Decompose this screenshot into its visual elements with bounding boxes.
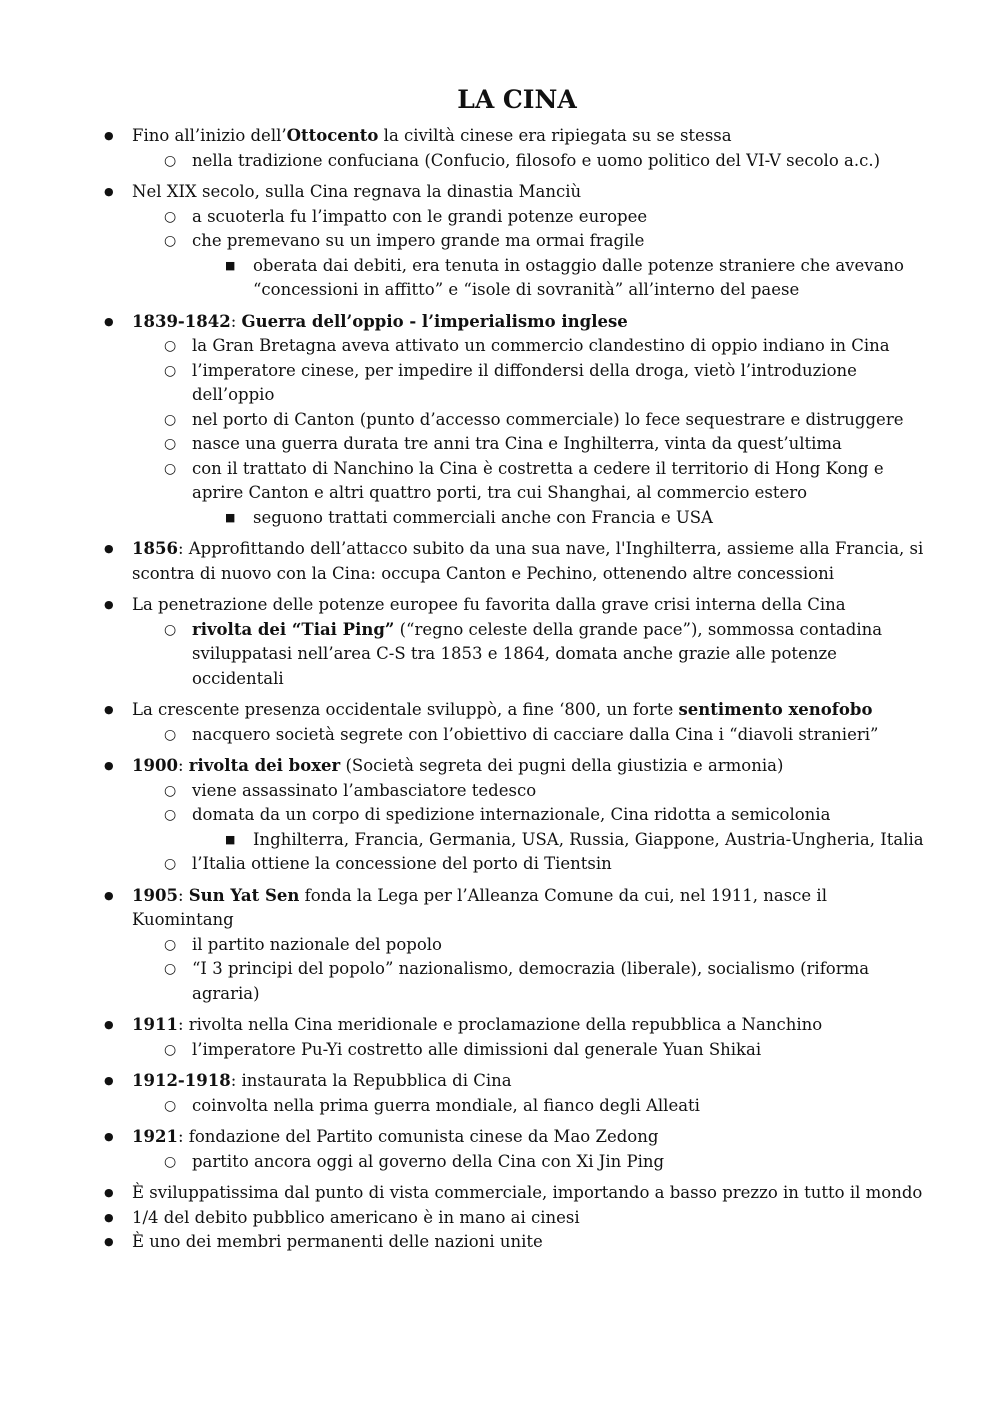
sublist	[192, 254, 930, 303]
sublist	[132, 1094, 930, 1119]
sub-item: ○ coinvolta nella prima guerra mondiale, al fianco degli Alleati	[164, 1094, 930, 1119]
sublist	[132, 618, 930, 692]
sublist	[132, 334, 930, 530]
sub-sub-item: ■ oberata dai debiti, era tenuta in ostaggio dalle potenze straniere che avevano “concessioni in affitto” e “isole di sovranità” all’interno del paese	[225, 254, 930, 303]
sublist	[192, 828, 930, 853]
sub-item: ○ rivolta dei “Tiai Ping” (“regno celeste della grande pace”), sommossa contadina sviluppatasi nell’area C-S tra 1853 e 1864, domata anche grazie alle potenze occidentali	[164, 618, 930, 692]
list-item-crisi-interna: ● La penetrazione delle potenze europee fu favorita dalla grave crisi interna della Cina ○ rivolta dei “Tiai Ping” (“regno celeste della grande pace”), sommossa contadina sviluppatasi nell’area C-S tra 1853 e 1864, domata anche grazie alle potenze occidentali	[104, 593, 930, 691]
sub-item: ○ “I 3 principi del popolo” nazionalismo, democrazia (liberale), socialismo (riforma agraria)	[164, 957, 930, 1006]
sub-item: ○ a scuoterla fu l’impatto con le grandi potenze europee	[164, 205, 930, 230]
sublist	[132, 723, 930, 748]
sub-item: ○ l’imperatore Pu-Yi costretto alle dimissioni dal generale Yuan Shikai	[164, 1038, 930, 1063]
sub-item: ○ l’Italia ottiene la concessione del porto di Tientsin	[164, 852, 930, 877]
list-item-sun-yat-sen: ● 1905: Sun Yat Sen fonda la Lega per l’Alleanza Comune da cui, nel 1911, nasce il Kuomintang ○ il partito nazionale del popolo ○ “I 3 principi del popolo” nazionalismo, democrazia (liberale), socialismo (riforma agraria)	[104, 884, 930, 1007]
sub-item: ○ viene assassinato l’ambasciatore tedesco	[164, 779, 930, 804]
sub-item: ○ l’imperatore cinese, per impedire il diffondersi della droga, vietò l’introduzione dell’oppio	[164, 359, 930, 408]
sub-item: ○ nel porto di Canton (punto d’accesso commerciale) lo fece sequestrare e distruggere	[164, 408, 930, 433]
list-item-guerra-oppio: ● 1839-1842: Guerra dell’oppio - l’imperialismo inglese ○ la Gran Bretagna aveva attivato un commercio clandestino di oppio indiano in Cina ○ l’imperatore cinese, per impedire il diffondersi della droga, vietò l’introduzione dell’oppio ○ nel porto di Canton (punto d’accesso commerciale) lo fece sequestrare e distruggere ○ nasce una guerra durata tre anni tra Cina e Inghilterra, vinta da quest’ultima ○ con il trattato di Nanchino la Cina è costretta a cedere il territorio di Hong Kong e aprire Canton e altri quattro porti, tra cui Shanghai, al commercio estero ■ seguono trattati commerciali anche con Francia e USA	[104, 310, 930, 531]
list-item-1912-1918: ● 1912-1918: instaurata la Repubblica di Cina ○ coinvolta nella prima guerra mondiale, al fianco degli Alleati	[104, 1069, 930, 1118]
notes-list	[104, 124, 930, 1255]
sublist	[132, 1150, 930, 1175]
sub-sub-item: ■ seguono trattati commerciali anche con Francia e USA	[225, 506, 930, 531]
sublist	[132, 933, 930, 1007]
list-item-debito: ● 1/4 del debito pubblico americano è in mano ai cinesi	[104, 1206, 930, 1231]
sub-item: ○ nella tradizione confuciana (Confucio, filosofo e uomo politico del VI-V secolo a.c.)	[164, 149, 930, 174]
sub-item: ○ nacquero società segrete con l’obiettivo di cacciare dalla Cina i “diavoli stranieri”	[164, 723, 930, 748]
list-item-1911: ● 1911: rivolta nella Cina meridionale e proclamazione della repubblica a Nanchino ○ l’imperatore Pu-Yi costretto alle dimissioni dal generale Yuan Shikai	[104, 1013, 930, 1062]
list-item-1856: ● 1856: Approfittando dell’attacco subito da una sua nave, l'Inghilterra, assieme alla Francia, si scontra di nuovo con la Cina: occupa Canton e Pechino, ottenendo altre concessioni	[104, 537, 930, 586]
sublist	[132, 1038, 930, 1063]
sublist	[132, 779, 930, 877]
list-item-ottocento: ● Fino all’inizio dell’Ottocento la civiltà cinese era ripiegata su se stessa ○ nella tradizione confuciana (Confucio, filosofo e uomo politico del VI-V secolo a.c.)	[104, 124, 930, 173]
list-item-commercio: ● È sviluppatissima dal punto di vista commerciale, importando a basso prezzo in tutto il mondo	[104, 1181, 930, 1206]
sub-item: ○ il partito nazionale del popolo	[164, 933, 930, 958]
sublist	[192, 506, 930, 531]
sub-item: ○ partito ancora oggi al governo della Cina con Xi Jin Ping	[164, 1150, 930, 1175]
list-item-xenofobia: ● La crescente presenza occidentale sviluppò, a fine ‘800, un forte sentimento xenofobo ○ nacquero società segrete con l’obiettivo di cacciare dalla Cina i “diavoli stranieri”	[104, 698, 930, 747]
sublist	[132, 205, 930, 303]
sub-item: ○ domata da un corpo di spedizione internazionale, Cina ridotta a semicolonia ■ Inghilterra, Francia, Germania, USA, Russia, Giappone, Austria-Ungheria, Italia	[164, 803, 930, 852]
list-item-boxer: ● 1900: rivolta dei boxer (Società segreta dei pugni della giustizia e armonia) ○ viene assassinato l’ambasciatore tedesco ○ domata da un corpo di spedizione internazionale, Cina ridotta a semicolonia ■ Inghilterra, Francia, Germania, USA, Russia, Giappone, Austria-Ungheria, Italia ○ l’Italia ottiene la concessione del porto di Tientsin	[104, 754, 930, 877]
sub-item: ○ che premevano su un impero grande ma ormai fragile ■ oberata dai debiti, era tenuta in ostaggio dalle potenze straniere che avevano “concessioni in affitto” e “isole di sovranità” all’interno del paese	[164, 229, 930, 303]
list-item-nazioni-unite: ● È uno dei membri permanenti delle nazioni unite	[104, 1230, 930, 1255]
page-title: LA CINA	[457, 85, 577, 114]
sub-item: ○ la Gran Bretagna aveva attivato un commercio clandestino di oppio indiano in Cina	[164, 334, 930, 359]
sublist	[132, 149, 930, 174]
list-item-1921: ● 1921: fondazione del Partito comunista cinese da Mao Zedong ○ partito ancora oggi al governo della Cina con Xi Jin Ping	[104, 1125, 930, 1174]
sub-sub-item: ■ Inghilterra, Francia, Germania, USA, Russia, Giappone, Austria-Ungheria, Italia	[225, 828, 930, 853]
sub-item: ○ con il trattato di Nanchino la Cina è costretta a cedere il territorio di Hong Kong e aprire Canton e altri quattro porti, tra cui Shanghai, al commercio estero ■ seguono trattati commerciali anche con Francia e USA	[164, 457, 930, 531]
sub-item: ○ nasce una guerra durata tre anni tra Cina e Inghilterra, vinta da quest’ultima	[164, 432, 930, 457]
list-item-dinastia-manciu: ● Nel XIX secolo, sulla Cina regnava la dinastia Manciù ○ a scuoterla fu l’impatto con le grandi potenze europee ○ che premevano su un impero grande ma ormai fragile ■ oberata dai debiti, era tenuta in ostaggio dalle potenze straniere che avevano “concessioni in affitto” e “isole di sovranità” all’interno del paese	[104, 180, 930, 303]
